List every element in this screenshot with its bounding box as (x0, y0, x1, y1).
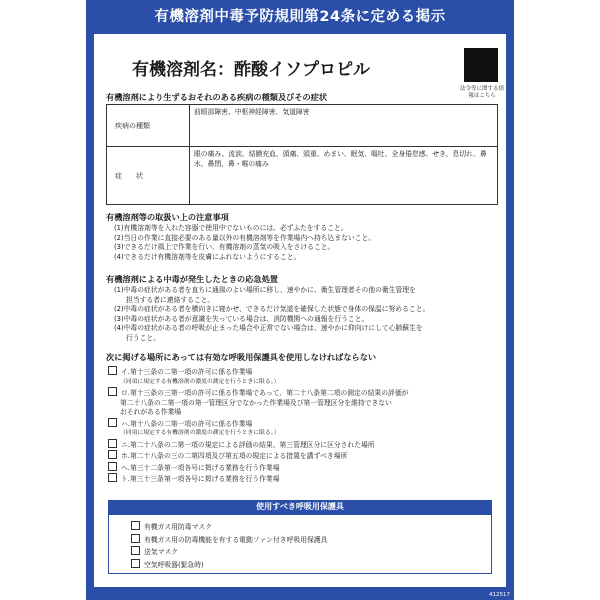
list-item: ホ.第二十八条の三の二第四項及び第五項の規定による措置を講ずべき場所 (108, 450, 494, 462)
checkbox-icon[interactable] (131, 546, 140, 555)
list-item: 有機ガス用防毒マスク (131, 521, 517, 534)
list-item: (3)中毒の症状がある者が意識を失っている場合は、消防機関への通報を行うこと。 (114, 314, 369, 323)
places-list (108, 366, 494, 485)
list-item: ヘ.第三十二条第一項各号に掲げる業務を行う作業場 (108, 462, 494, 474)
list-item-cont: 第二十八条の二第一項の第一管理区分でなかった作業場及び第一管理区分を維持できない (120, 398, 392, 407)
emergency-heading: 有機溶剤による中毒が発生したときの応急処置 (106, 274, 278, 284)
list-item: (1)有機溶剤等を入れた容器で使用中でないものには、必ずふたをすること。 (114, 224, 348, 232)
checkbox-icon[interactable] (108, 473, 117, 482)
checkbox-icon[interactable] (108, 450, 117, 459)
checkbox-icon[interactable] (108, 387, 117, 396)
list-item: 送気マスク (131, 546, 517, 559)
list-item-cont: おそれがある作業場 (120, 408, 182, 416)
list-item: (3)できるだけ風上で作業を行い、有機溶剤の蒸気の吸入をさけること。 (114, 243, 335, 251)
qr-code-icon (464, 48, 498, 82)
ppe-list (131, 521, 517, 571)
chemical-name: 有機溶剤名：酢酸イソプロピル (132, 60, 370, 80)
table-row (107, 147, 498, 205)
places-heading: 次に掲げる場所にあっては有効な呼吸用保護具を使用しなければならない (106, 352, 377, 362)
disease-table (106, 104, 498, 205)
list-item: 空気呼吸器(緊急時) (131, 559, 517, 572)
checkbox-icon[interactable] (108, 418, 117, 427)
symptom-label: 症 状 (107, 147, 190, 205)
list-item-sub: （同項に規定する有機溶剤の濃度の測定を行うときに限る。） (120, 430, 280, 436)
list-item: (2)当日の作業に直接必要のある量以外の有機溶剤等を作業場内へ持ち込まないこと。 (114, 233, 376, 242)
list-item: ロ.第十三条の三第一項の許可に係る作業場であって、第二十八条第二項の測定の結果の評価が (108, 387, 494, 399)
checkbox-icon[interactable] (131, 559, 140, 568)
list-item: イ.第十三条の二第一項の許可に係る作業場 (108, 366, 494, 378)
disease-label: 疾病の種類 (107, 105, 190, 147)
checkbox-icon[interactable] (108, 462, 117, 471)
checkbox-icon[interactable] (131, 534, 140, 543)
list-item-cont: 担当する者に連絡すること。 (126, 295, 215, 304)
table-row (107, 105, 498, 147)
list-item-sub: （同項に規定する有機溶剤の濃度の測定を行うときに限る。） (120, 378, 280, 385)
list-item: (1)中毒の症状がある者を直ちに通風のよい場所に移し、速やかに、衛生管理者その他の衛生管理を (114, 286, 416, 294)
disease-value: 前眼部障害、中枢神経障害、気道障害 (190, 105, 498, 147)
handling-list (114, 224, 500, 262)
list-item: ト.第三十三条第一項各号に掲げる業務を行う作業場 (108, 473, 494, 485)
ppe-heading: 使用すべき呼吸用保護具 (108, 500, 492, 514)
checkbox-icon[interactable] (131, 521, 140, 530)
list-item: (4)中毒の症状がある者の呼吸が止まった場合や正常でない場合は、速やかに仰向けにして心肺蘇生を (114, 324, 423, 332)
sign-board (86, 0, 514, 600)
list-item: ハ.第十八条の二第一項の許可に係る作業場 (108, 418, 494, 430)
disease-heading: 有機溶剤により生ずるおそれのある疾病の種類及びその症状 (106, 92, 328, 102)
handling-heading: 有機溶剤等の取扱い上の注意事項 (106, 212, 229, 222)
emergency-list (114, 286, 500, 343)
ppe-box (108, 514, 492, 574)
list-item: (4)できるだけ有機溶剤等を皮膚にふれないようにすること。 (114, 252, 301, 261)
list-item: 有機ガス用の防毒機能を有する電動ファン付き呼吸用保護具 (131, 534, 517, 547)
product-code: 412517 (489, 592, 510, 598)
list-item: ニ.第二十八条の二第一項の規定による評価の結果、第三管理区分に区分された場所 (108, 439, 494, 451)
sign-title: 有機溶剤中毒予防規則第24条に定める掲示 (154, 9, 446, 25)
checkbox-icon[interactable] (108, 439, 117, 448)
list-item: (2)中毒の症状がある者を横向きに寝かせ、できるだけ気道を確保した状態で身体の保温に努めること。 (114, 305, 430, 313)
symptom-value: 眼の痛み、流涙、結膜充血、頭痛、頭重、めまい、眠気、嘔吐、全身倦怠感、せき、息切れ、鼻水、鼻閉、鼻・喉の痛み (190, 147, 498, 205)
qr-note: 法令等に関する情報はこちら (460, 86, 505, 99)
list-item-cont: 行うこと。 (126, 333, 160, 342)
sign-panel (94, 34, 506, 587)
checkbox-icon[interactable] (108, 366, 117, 375)
